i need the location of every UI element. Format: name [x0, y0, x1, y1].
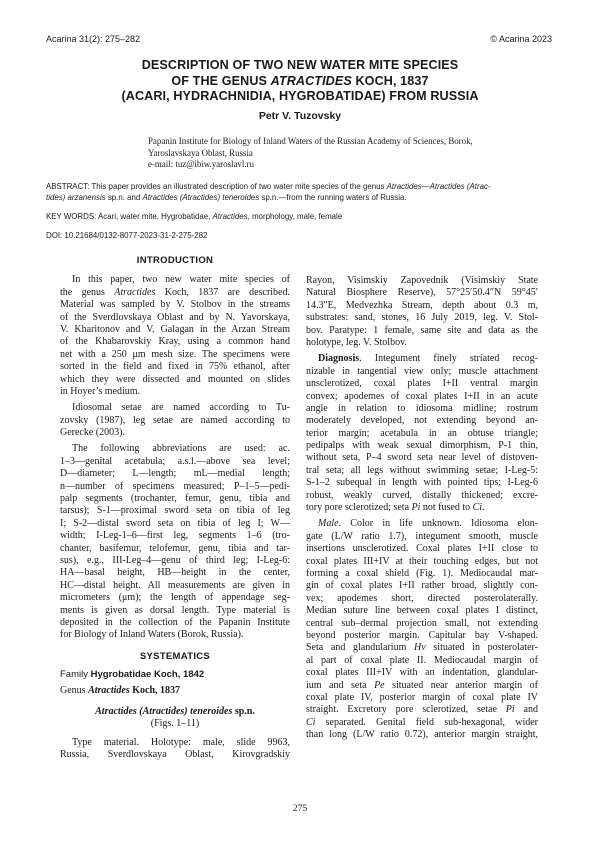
copyright-notice: © Acarina 2023: [490, 34, 552, 44]
page-number: 275: [292, 804, 308, 814]
author-email: e-mail: tuz@ibiw.yaroslavl.ru: [148, 159, 254, 170]
figures-reference: (Figs. 1–11): [150, 718, 200, 730]
abbreviations-paragraph: The following abbreviations are used: ac. 1–3—genital acetabula; a.s.l.—above sea level; D—diameter; L—length; mL—medial length; n—number of specimens measured; P–1–5—pedi- palp segments (trochanter, femur, genu, tibia and tarsus); S-1—proximal sword seta on tibia of leg I; S-2—distal sword seta on tibia of leg I; W— width; I-Leg-1–6—first leg, segments 1–6 (tro- chanter, basifemur, telofemur, genu, tibia and tar- sus), e.g., III-Leg–4—genu of third leg; I-Leg-6: HA—basal height, HB—height in the center, HC—distal height. All measurements are given in micrometers (μm); the length of appendage seg- ments is given as dorsal length. Type material is deposited in the collection of the Papanin Institute for Biology of Inland Waters (Borok, Russia).: [60, 443, 290, 641]
title-line-2: OF THE GENUS ATRACTIDES KOCH, 1837: [171, 73, 429, 88]
abstract: ABSTRACT: This paper provides an illustrated description of two water mite species of the genus Atractides—Atractides (Atrac- tides) arzanensis sp.n. and Atractides (Atractides) teneroides sp.n.—from the running waters of Russia.: [46, 182, 491, 203]
journal-citation: Acarina 31(2): 275–282: [46, 34, 141, 44]
diagnosis-paragraph: Diagnosis. Integument finely striated recog- nizable in tangential view only; muscle attachment unsclerotized, coxal plates I+II ventral margin convex; apodemes of coxal plates I+II in an acute angle in relation to idiosoma midline; rostrum moderately developed, not extending beyond an- terior margin; acetabula in an obtuse triangle; pedipalps with weak sexual dimorphism, P-1 thin, without seta, P–4 sword seta near level of distoven- tral seta; all legs without swimming setae; I-Leg-5: S-1–2 subequal in length with pointed tips; I-Leg-6 robust, weakly curved, distally thickened; excre- tory pore sclerotized; seta Pi not fused to Ci.: [306, 353, 538, 514]
title-line-3: (ACARI, HYDRACHNIDIA, HYGROBATIDAE) FROM RUSSIA: [121, 89, 479, 103]
affiliation: [148, 136, 548, 171]
right-column: [306, 275, 538, 741]
genus-name: Genus Atractides Koch, 1837: [60, 684, 181, 696]
doi-link[interactable]: DOI: 10.21684/0132-8077-2023-31-2-275-282: [46, 231, 208, 240]
diagnosis-label: Diagnosis: [318, 353, 360, 365]
introduction-heading: INTRODUCTION: [136, 255, 214, 266]
keywords-label: KEY WORDS:: [46, 212, 97, 221]
author-name: Petr V. Tuzovsky: [258, 110, 342, 122]
title-line-1: DESCRIPTION OF TWO NEW WATER MITE SPECIES: [141, 58, 459, 72]
intro-paragraph-2: Idiosomal setae are named according to Tu- zovsky (1987), leg setae are named according to Gerecke (2003).: [60, 402, 290, 439]
affiliation-line-2: Yaroslavskaya Oblast, Russia: [148, 147, 253, 158]
abstract-label: ABSTRACT:: [46, 182, 90, 191]
family-name: Family Hygrobatidae Koch, 1842: [60, 669, 205, 681]
type-material-continued: Rayon, Visimskiy Zapovednik (Visimskiy State Natural Biosphere Reserve), 57°25′50.4″N 59°45′ 14.3″E, Medvezhka Stream, depth about 0.3 m, substrates: sand, stones, 16 July 2019, leg. V. Stol- bov. Paratype: 1 female, same site and data as the holotype, leg. V. Stolbov.: [306, 275, 538, 348]
male-label: Male: [318, 518, 339, 530]
left-column: [60, 255, 290, 761]
article-title: [60, 58, 540, 105]
intro-paragraph-1: In this paper, two new water mite species of the genus Atractides Koch, 1837 are described. Material was sampled by V. Stolbov in the streams of the Sverdlovskaya Oblast and by N. Yavorskaya, V. Kharitonov and V. Galagan in the Arzan Stream of the Khabarovskiy Kray, using a common hand net with a 250 μm mesh size. The specimens were sorted in the field and fixed in 75% ethanol, after which they were dissected and mounted on slides in Hoyer’s medium.: [60, 274, 290, 397]
affiliation-line-1: Papanin Institute for Biology of Inland Waters of the Russian Academy of Sciences, Borok,: [148, 136, 473, 146]
type-material: Type material. Holotype: male, slide 9963, Russia, Sverdlovskaya Oblast, Kirovgradskiy: [60, 736, 290, 761]
male-description: Male. Color in life unknown. Idiosoma elon- gate (L/W ratio 1.7), integument smooth, muscle insertions unsclerotized. Coxal plates I+II close to coxal plates III+IV at their touching edges, but not forming a coxal shield (Fig. 1). Mediocaudal mar- gin of coxal plates I+II rather broad, slightly con- vex; apodemes short, directed posterolaterally. Median suture line between coxal plates I distinct, central sub–dermal projection small, not extending beyond posterior margin. Capitular bay V-shaped. Seta and glandularium Hv situated in posterolater- al part of coxal plate II. Mediocaudal margin of coxal plates III+IV with an indentation, glandular- ium and seta Pe situated near anterior margin of coxal plate IV, posterior margin of coxal plate IV straight. Excretory pore sclerotized, setae Pi and Ci separated. Genital field sub-hexagonal, wider than long (L/W ratio 0.72), anterior margin straight,: [306, 518, 538, 741]
species-heading: Atractides (Atractides) teneroides sp.n.: [95, 705, 255, 717]
systematics-heading: SYSTEMATICS: [139, 650, 211, 662]
keywords: KEY WORDS: Acari, water mite, Hygrobatidae, Atractides, morphology, male, female: [46, 212, 343, 221]
